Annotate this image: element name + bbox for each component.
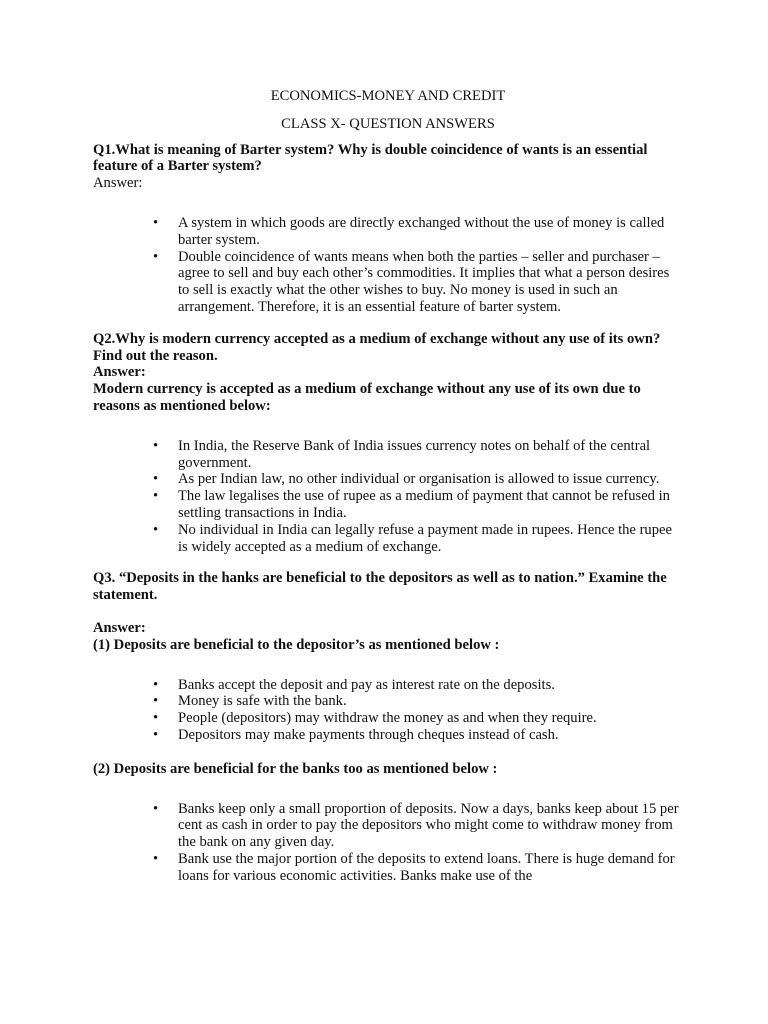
answer-label-3: Answer: (93, 619, 146, 636)
list-item: • Depositors may make payments through cheques instead of cash. (93, 727, 683, 744)
question-2: Q2.Why is modern currency accepted as a medium of exchange without any use of its own? Find out the reason. (93, 330, 661, 364)
answer-list-1 (93, 215, 683, 316)
answer-intro-2: Modern currency is accepted as a medium of exchange without any use of its own due to reasons as mentioned below: (93, 381, 641, 414)
answer-list-3b (93, 801, 683, 885)
list-item: • A system in which goods are directly exchanged without the use of money is called barter system. (93, 215, 683, 249)
section-heading-deposits-banks: (2) Deposits are beneficial for the banks too as mentioned below : (93, 760, 498, 777)
list-item: • In India, the Reserve Bank of India issues currency notes on behalf of the central government. (93, 438, 683, 472)
list-item: • No individual in India can legally refuse a payment made in rupees. Hence the rupee is widely accepted as a medium of exchange. (93, 522, 683, 556)
document-title: ECONOMICS-MONEY AND CREDIT (270, 88, 506, 104)
list-item: • Double coincidence of wants means when both the parties – seller and purchaser – agree to sell and buy each other’s commodities. It implies that what a person desires to sell is exactly what the other wishes to buy. No money is used in such an arrangement. Therefore, it is an essential feature of barter system. (93, 249, 683, 316)
answer-label-1: Answer: (93, 175, 143, 192)
list-item: • Money is safe with the bank. (93, 693, 683, 710)
section-heading-deposits-depositor: (1) Deposits are beneficial to the depositor’s as mentioned below : (93, 636, 500, 653)
answer-label-2: Answer: (93, 364, 146, 381)
list-item: • People (depositors) may withdraw the money as and when they require. (93, 710, 683, 727)
list-item: • As per Indian law, no other individual or organisation is allowed to issue currency. (93, 471, 683, 488)
question-3: Q3. “Deposits in the hanks are beneficial to the depositors as well as to nation.” Examine the statement. (93, 570, 667, 604)
question-1: Q1.What is meaning of Barter system? Why is double coincidence of wants is an essential feature of a Barter system? (93, 141, 648, 175)
answer-list-3a (93, 677, 683, 744)
document-content (93, 88, 683, 884)
list-item: • Banks accept the deposit and pay as interest rate on the deposits. (93, 677, 683, 694)
document-subtitle: CLASS X- QUESTION ANSWERS (281, 115, 495, 132)
list-item: • The law legalises the use of rupee as a medium of payment that cannot be refused in settling transactions in India. (93, 488, 683, 522)
list-item: • Bank use the major portion of the deposits to extend loans. There is huge demand for loans for various economic activities. Banks make use of the (93, 851, 683, 885)
answer-list-2 (93, 438, 683, 556)
list-item: • Banks keep only a small proportion of deposits. Now a days, banks keep about 15 per cent as cash in order to pay the depositors who might come to withdraw money from the bank on any given day. (93, 801, 683, 851)
